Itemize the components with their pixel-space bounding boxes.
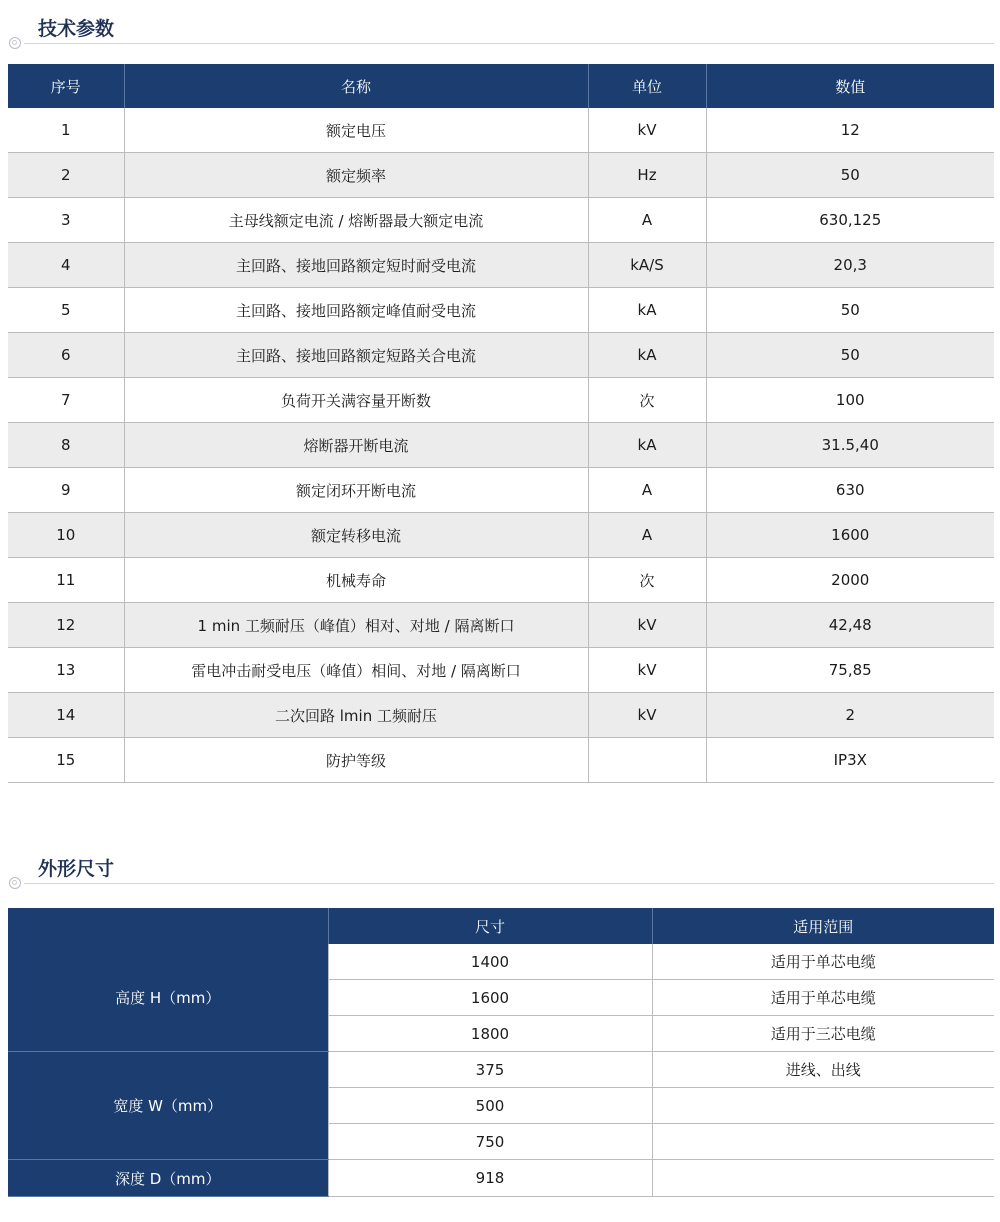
row-value: 31.5,40: [706, 423, 994, 468]
header-index: 序号: [8, 64, 124, 108]
row-name: 额定闭环开断电流: [124, 468, 588, 513]
table-row: [8, 1052, 994, 1088]
row-name: 负荷开关满容量开断数: [124, 378, 588, 423]
row-index: 15: [8, 738, 124, 783]
row-index: 13: [8, 648, 124, 693]
row-unit: 次: [588, 558, 706, 603]
table-header-row: [8, 908, 994, 944]
row-value: 50: [706, 288, 994, 333]
header-scope: 适用范围: [652, 908, 994, 944]
row-unit: 次: [588, 378, 706, 423]
row-unit: A: [588, 468, 706, 513]
row-name: 主回路、接地回路额定峰值耐受电流: [124, 288, 588, 333]
table-row: [8, 648, 994, 693]
row-value: 12: [706, 108, 994, 153]
row-value: 1600: [706, 513, 994, 558]
table-row: [8, 558, 994, 603]
scope-cell: 适用于单芯电缆: [652, 980, 994, 1016]
row-index: 5: [8, 288, 124, 333]
scope-cell: 进线、出线: [652, 1052, 994, 1088]
row-index: 9: [8, 468, 124, 513]
row-name: 额定频率: [124, 153, 588, 198]
row-unit: kA/S: [588, 243, 706, 288]
row-unit: kA: [588, 423, 706, 468]
row-value: 630: [706, 468, 994, 513]
depth-label: 深度 D（mm）: [8, 1160, 328, 1197]
table-row: [8, 288, 994, 333]
row-name: 额定电压: [124, 108, 588, 153]
row-name: 二次回路 lmin 工频耐压: [124, 693, 588, 738]
size-cell: 1800: [328, 1016, 652, 1052]
width-label: 宽度 W（mm）: [8, 1052, 328, 1160]
row-index: 6: [8, 333, 124, 378]
row-unit: kV: [588, 108, 706, 153]
table-row: [8, 198, 994, 243]
row-name: 主母线额定电流 / 熔断器最大额定电流: [124, 198, 588, 243]
circle-bullet-icon: [9, 877, 21, 889]
table-row: [8, 333, 994, 378]
row-value: 42,48: [706, 603, 994, 648]
row-index: 12: [8, 603, 124, 648]
table-row: [8, 738, 994, 783]
scope-cell: [652, 1160, 994, 1197]
row-unit: A: [588, 198, 706, 243]
dim-section-title: 外形尺寸: [38, 858, 115, 880]
table-row: [8, 513, 994, 558]
size-cell: 1600: [328, 980, 652, 1016]
row-name: 主回路、接地回路额定短时耐受电流: [124, 243, 588, 288]
row-index: 2: [8, 153, 124, 198]
row-value: 2000: [706, 558, 994, 603]
row-index: 8: [8, 423, 124, 468]
row-value: 50: [706, 333, 994, 378]
circle-bullet-icon: [9, 37, 21, 49]
row-value: 75,85: [706, 648, 994, 693]
row-index: 7: [8, 378, 124, 423]
row-value: 630,125: [706, 198, 994, 243]
header-unit: 单位: [588, 64, 706, 108]
section-divider: [24, 883, 994, 884]
row-index: 3: [8, 198, 124, 243]
row-name: 雷电冲击耐受电压（峰值）相间、对地 / 隔离断口: [124, 648, 588, 693]
row-value: 100: [706, 378, 994, 423]
row-unit: Hz: [588, 153, 706, 198]
row-unit: kV: [588, 693, 706, 738]
scope-cell: 适用于单芯电缆: [652, 944, 994, 980]
header-size: 尺寸: [328, 908, 652, 944]
row-name: 主回路、接地回路额定短路关合电流: [124, 333, 588, 378]
table-row: [8, 603, 994, 648]
size-cell: 750: [328, 1124, 652, 1160]
row-index: 4: [8, 243, 124, 288]
row-unit: kV: [588, 648, 706, 693]
row-index: 11: [8, 558, 124, 603]
row-value: 2: [706, 693, 994, 738]
tech-section-title: 技术参数: [38, 18, 115, 40]
table-row: [8, 423, 994, 468]
table-header-row: [8, 64, 994, 108]
row-index: 14: [8, 693, 124, 738]
row-index: 10: [8, 513, 124, 558]
row-index: 1: [8, 108, 124, 153]
row-unit: kA: [588, 333, 706, 378]
size-cell: 375: [328, 1052, 652, 1088]
table-row: [8, 468, 994, 513]
row-name: 防护等级: [124, 738, 588, 783]
row-name: 1 min 工频耐压（峰值）相对、对地 / 隔离断口: [124, 603, 588, 648]
row-unit: kV: [588, 603, 706, 648]
row-name: 额定转移电流: [124, 513, 588, 558]
header-value: 数值: [706, 64, 994, 108]
dim-section-header: [0, 848, 1000, 888]
row-name: 熔断器开断电流: [124, 423, 588, 468]
height-label: 高度 H（mm）: [8, 944, 328, 1052]
row-unit: kA: [588, 288, 706, 333]
tech-params-table: [8, 64, 994, 783]
scope-cell: [652, 1088, 994, 1124]
table-row: [8, 944, 994, 980]
size-cell: 500: [328, 1088, 652, 1124]
row-name: 机械寿命: [124, 558, 588, 603]
table-row: [8, 108, 994, 153]
row-value: 20,3: [706, 243, 994, 288]
table-row: [8, 693, 994, 738]
header-blank: [8, 908, 328, 944]
scope-cell: 适用于三芯电缆: [652, 1016, 994, 1052]
row-value: 50: [706, 153, 994, 198]
header-name: 名称: [124, 64, 588, 108]
row-unit: [588, 738, 706, 783]
dimensions-table: [8, 908, 994, 1197]
table-row: [8, 153, 994, 198]
table-row: [8, 378, 994, 423]
size-cell: 1400: [328, 944, 652, 980]
section-divider: [24, 43, 994, 44]
table-row: [8, 243, 994, 288]
scope-cell: [652, 1124, 994, 1160]
size-cell: 918: [328, 1160, 652, 1197]
row-unit: A: [588, 513, 706, 558]
table-row: [8, 1160, 994, 1197]
tech-section-header: [0, 8, 1000, 48]
row-value: IP3X: [706, 738, 994, 783]
